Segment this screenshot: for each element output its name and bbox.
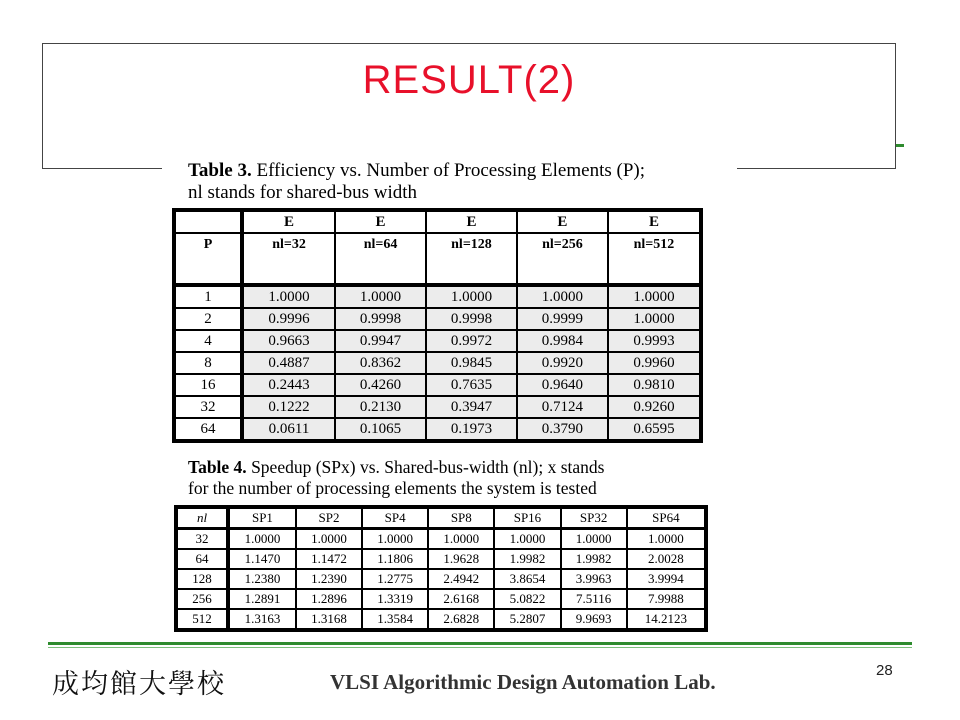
- table-cell: 1.3319: [362, 589, 428, 609]
- table-cell: 1.0000: [627, 529, 706, 550]
- table-cell: 0.3947: [426, 396, 517, 418]
- table-header-cell: SP32: [561, 507, 627, 529]
- table-cell: 1.2896: [296, 589, 362, 609]
- university-logo: 成均館大學校: [52, 669, 226, 700]
- table-header-cell: E: [335, 210, 426, 233]
- table3-caption-text: Efficiency vs. Number of Processing Elements (P);: [256, 160, 646, 181]
- table-cell: 1.0000: [561, 529, 627, 550]
- table-subheader-cell: nl=128: [426, 233, 517, 285]
- table-cell: 1.2390: [296, 569, 362, 589]
- table-cell: 0.9972: [426, 330, 517, 352]
- row-label-cell: 64: [176, 549, 228, 569]
- table-subheader-row: [174, 233, 701, 285]
- table-header-cell: nl: [176, 507, 228, 529]
- table-header-cell: [174, 210, 242, 233]
- row-label-cell: 4: [174, 330, 242, 352]
- table-cell: 14.2123: [627, 609, 706, 630]
- table4-caption: [188, 457, 728, 499]
- table-cell: 2.4942: [428, 569, 494, 589]
- table-cell: 1.1470: [228, 549, 296, 569]
- table-cell: 0.1222: [242, 396, 335, 418]
- table-cell: 9.9693: [561, 609, 627, 630]
- table-row: [174, 308, 701, 330]
- table-subheader-cell: P: [174, 233, 242, 285]
- table3-caption: [162, 160, 737, 204]
- table4-caption-line2: for the number of processing elements the system is tested: [188, 478, 597, 498]
- table-header-cell: E: [517, 210, 608, 233]
- table-cell: 1.0000: [608, 308, 701, 330]
- table-cell: 0.4887: [242, 352, 335, 374]
- page-number: 28: [876, 662, 893, 679]
- table-cell: 1.0000: [362, 529, 428, 550]
- table-cell: 0.1065: [335, 418, 426, 441]
- table-header-cell: SP4: [362, 507, 428, 529]
- table-cell: 2.0028: [627, 549, 706, 569]
- table-cell: 3.9963: [561, 569, 627, 589]
- row-label-cell: 2: [174, 308, 242, 330]
- table-subheader-cell: nl=256: [517, 233, 608, 285]
- table-cell: 7.5116: [561, 589, 627, 609]
- table-header-cell: SP64: [627, 507, 706, 529]
- title-box: [42, 43, 896, 169]
- table-cell: 0.9996: [242, 308, 335, 330]
- table-row: [176, 609, 706, 630]
- table-cell: 1.3584: [362, 609, 428, 630]
- table-cell: 1.2891: [228, 589, 296, 609]
- table-subheader-cell: nl=512: [608, 233, 701, 285]
- table-cell: 0.9260: [608, 396, 701, 418]
- table-row: [174, 374, 701, 396]
- table-cell: 0.0611: [242, 418, 335, 441]
- row-label-cell: 8: [174, 352, 242, 374]
- table-cell: 0.7635: [426, 374, 517, 396]
- table-cell: 3.8654: [494, 569, 560, 589]
- table-cell: 0.9947: [335, 330, 426, 352]
- table-cell: 0.4260: [335, 374, 426, 396]
- table-cell: 5.2807: [494, 609, 560, 630]
- footer-divider: [48, 642, 912, 645]
- table-cell: 1.0000: [426, 285, 517, 308]
- table-cell: 0.7124: [517, 396, 608, 418]
- table-cell: 1.0000: [242, 285, 335, 308]
- table-subheader-cell: nl=64: [335, 233, 426, 285]
- table-header-cell: E: [426, 210, 517, 233]
- row-label-cell: 32: [174, 396, 242, 418]
- table-cell: 0.9960: [608, 352, 701, 374]
- table-row: [174, 285, 701, 308]
- row-label-cell: 1: [174, 285, 242, 308]
- row-label-cell: 32: [176, 529, 228, 550]
- table-row: [176, 529, 706, 550]
- row-label-cell: 256: [176, 589, 228, 609]
- table-cell: 7.9988: [627, 589, 706, 609]
- table-row: [174, 418, 701, 441]
- table-cell: 1.0000: [517, 285, 608, 308]
- table-cell: 0.1973: [426, 418, 517, 441]
- table-cell: 1.0000: [335, 285, 426, 308]
- speedup-table: [174, 505, 708, 632]
- table-header-cell: E: [608, 210, 701, 233]
- table-cell: 0.2130: [335, 396, 426, 418]
- table-row: [174, 352, 701, 374]
- table-cell: 0.6595: [608, 418, 701, 441]
- table-header-cell: SP2: [296, 507, 362, 529]
- table-cell: 0.9640: [517, 374, 608, 396]
- table-cell: 3.9994: [627, 569, 706, 589]
- table-header-row: [176, 507, 706, 529]
- row-label-cell: 64: [174, 418, 242, 441]
- table-cell: 0.9999: [517, 308, 608, 330]
- table-cell: 1.1806: [362, 549, 428, 569]
- table-cell: 2.6168: [428, 589, 494, 609]
- table-row: [174, 396, 701, 418]
- table-cell: 1.0000: [428, 529, 494, 550]
- slide-title: RESULT(2): [362, 58, 576, 102]
- table-header-row: [174, 210, 701, 233]
- table-row: [176, 549, 706, 569]
- table4-caption-text: Speedup (SPx) vs. Shared-bus-width (nl); x stands: [251, 457, 605, 477]
- table-header-cell: SP8: [428, 507, 494, 529]
- table-cell: 0.9810: [608, 374, 701, 396]
- table-cell: 1.0000: [228, 529, 296, 550]
- table-cell: 0.3790: [517, 418, 608, 441]
- table-cell: 1.9982: [494, 549, 560, 569]
- table-subheader-cell: nl=32: [242, 233, 335, 285]
- table-cell: 1.9628: [428, 549, 494, 569]
- table-cell: 0.2443: [242, 374, 335, 396]
- table-cell: 0.9663: [242, 330, 335, 352]
- table4-caption-label: Table 4.: [188, 457, 247, 477]
- table-cell: 0.9993: [608, 330, 701, 352]
- table-cell: 1.9982: [561, 549, 627, 569]
- table-cell: 1.2775: [362, 569, 428, 589]
- table-cell: 1.0000: [494, 529, 560, 550]
- table-cell: 1.2380: [228, 569, 296, 589]
- table-cell: 1.0000: [296, 529, 362, 550]
- efficiency-table: [172, 208, 703, 443]
- table-header-cell: SP16: [494, 507, 560, 529]
- row-label-cell: 16: [174, 374, 242, 396]
- table-row: [176, 589, 706, 609]
- table-cell: 5.0822: [494, 589, 560, 609]
- footer-divider-thin: [48, 647, 912, 648]
- table-cell: 1.0000: [608, 285, 701, 308]
- table-cell: 0.9920: [517, 352, 608, 374]
- table-cell: 0.9998: [426, 308, 517, 330]
- row-label-cell: 512: [176, 609, 228, 630]
- table-row: [176, 569, 706, 589]
- table-cell: 0.9998: [335, 308, 426, 330]
- table3-caption-label: Table 3.: [188, 160, 252, 181]
- table-cell: 0.9984: [517, 330, 608, 352]
- table-cell: 1.3163: [228, 609, 296, 630]
- table-cell: 1.1472: [296, 549, 362, 569]
- table-row: [174, 330, 701, 352]
- lab-name: VLSI Algorithmic Design Automation Lab.: [330, 670, 716, 694]
- table-header-cell: E: [242, 210, 335, 233]
- table-cell: 2.6828: [428, 609, 494, 630]
- table-cell: 1.3168: [296, 609, 362, 630]
- table-header-cell: SP1: [228, 507, 296, 529]
- table-cell: 0.9845: [426, 352, 517, 374]
- row-label-cell: 128: [176, 569, 228, 589]
- table-cell: 0.8362: [335, 352, 426, 374]
- table3-caption-line2: nl stands for shared-bus width: [188, 182, 418, 203]
